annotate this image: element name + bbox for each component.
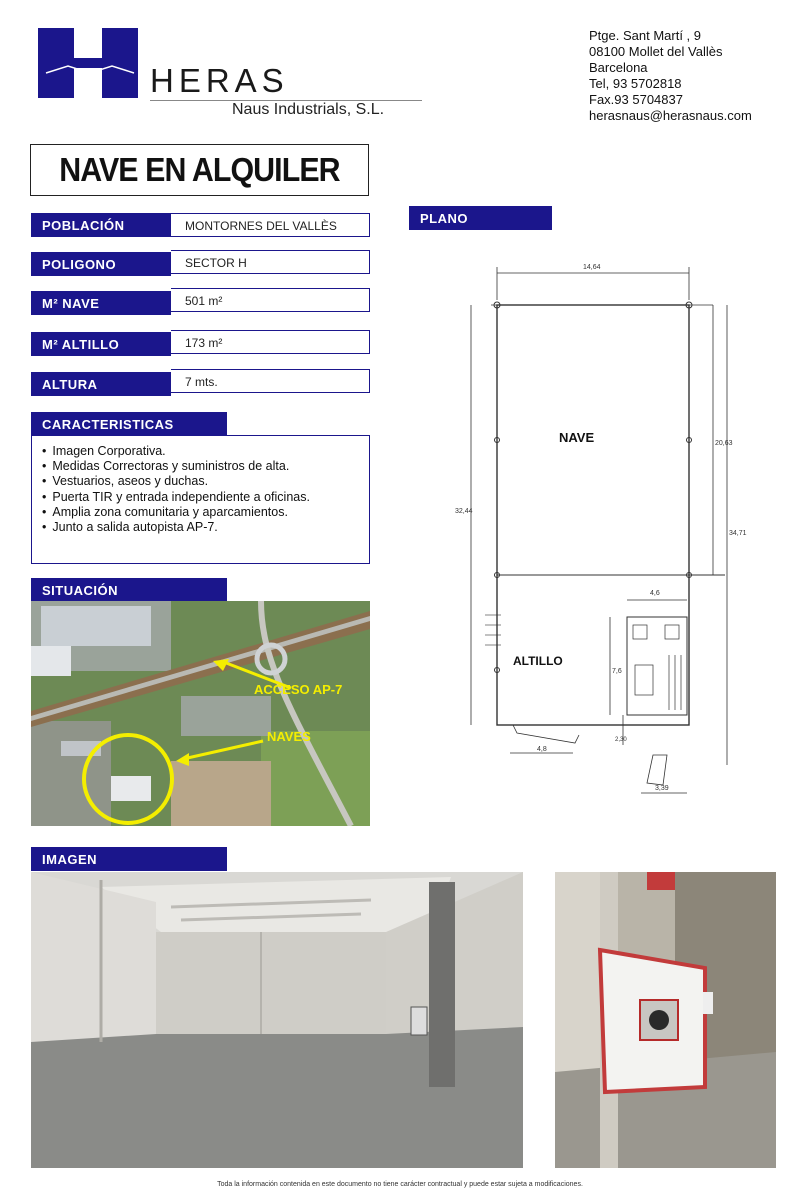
dim-nave-height: 20,63 — [715, 440, 733, 447]
company-address — [589, 28, 752, 124]
company-logo-word: HERAS — [150, 62, 289, 99]
section-plano: PLANO — [409, 206, 552, 230]
dim-width-top: 14,64 — [583, 264, 601, 271]
address-street: Ptge. Sant Martí , 9 — [589, 28, 701, 43]
aerial-map — [31, 601, 370, 826]
field-label-altura: ALTURA — [31, 372, 171, 396]
field-value-m2-altillo: 173 m² — [171, 330, 370, 354]
room-label-nave: NAVE — [559, 430, 595, 445]
list-item: • Amplia zona comunitaria y aparcamientos. — [42, 505, 369, 520]
field-value-poblacion: MONTORNES DEL VALLÈS — [171, 213, 370, 237]
section-caracteristicas: CARACTERISTICAS — [31, 412, 227, 436]
room-label-altillo: ALTILLO — [513, 654, 563, 668]
list-item: • Vestuarios, aseos y duchas. — [42, 474, 369, 489]
field-label-m2-nave: M² NAVE — [31, 291, 171, 315]
section-imagen: IMAGEN — [31, 847, 227, 871]
dim-office-height: 7,6 — [612, 668, 622, 675]
caracteristicas-list — [32, 436, 369, 535]
dim-door-depth: 2,30 — [615, 737, 627, 743]
list-item: • Imagen Corporativa. — [42, 444, 369, 459]
company-subtitle: Naus Industrials, S.L. — [232, 101, 385, 118]
fire-hose-cabinet-photo — [555, 872, 776, 1168]
dim-bottom-right: 3,39 — [655, 785, 669, 792]
company-logo-mark — [38, 28, 138, 98]
list-item: • Junto a salida autopista AP-7. — [42, 520, 369, 535]
address-email[interactable]: herasnaus@herasnaus.com — [589, 108, 752, 123]
field-label-poligono: POLIGONO — [31, 252, 171, 276]
field-label-poblacion: POBLACIÓN — [31, 213, 171, 237]
field-value-poligono: SECTOR H — [171, 250, 370, 274]
address-postal: 08100 Mollet del Vallès — [589, 44, 723, 59]
caracteristicas-box — [31, 435, 370, 564]
page-title: NAVE EN ALQUILER — [59, 151, 340, 188]
field-value-altura: 7 mts. — [171, 369, 370, 393]
map-annotation-acceso: ACCESO AP-7 — [254, 682, 343, 697]
dim-total-right: 34,71 — [729, 530, 747, 537]
field-value-m2-nave: 501 m² — [171, 288, 370, 312]
section-situacion: SITUACIÓN — [31, 578, 227, 602]
dim-total-left: 32,44 — [455, 508, 473, 515]
floor-plan — [455, 255, 755, 795]
list-item: • Medidas Correctoras y suministros de alta. — [42, 459, 369, 474]
field-label-m2-altillo: M² ALTILLO — [31, 332, 171, 356]
dim-office-width: 4,6 — [650, 590, 660, 597]
address-phone: Tel, 93 5702818 — [589, 76, 682, 91]
dim-bottom-door: 4,8 — [537, 746, 547, 753]
page-title-box — [30, 144, 369, 196]
warehouse-interior-photo — [31, 872, 523, 1168]
address-fax: Fax.93 5704837 — [589, 92, 683, 107]
footer-disclaimer: Toda la información contenida en este documento no tiene carácter contractual y puede estar sujeta a modificaciones. — [217, 1181, 583, 1188]
address-city: Barcelona — [589, 60, 648, 75]
map-annotation-naves: NAVES — [267, 729, 311, 744]
list-item: • Puerta TIR y entrada independiente a oficinas. — [42, 490, 369, 505]
